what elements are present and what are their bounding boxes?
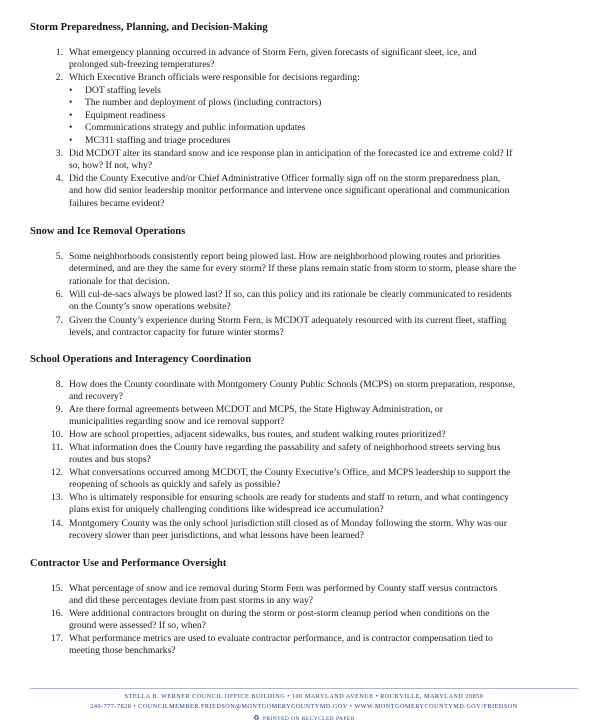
- list-item: • The number and deployment of plows (including contractors): [69, 97, 322, 109]
- section-heading-contractor-use: Contractor Use and Performance Oversight: [30, 558, 227, 569]
- question-number: 16.: [51, 608, 63, 619]
- question-number: 11.: [51, 442, 63, 453]
- bullet-icon: •: [69, 122, 73, 134]
- list-item: • DOT staffing levels: [69, 85, 161, 96]
- question-text: What emergency planning occurred in advance of Storm Fern, given forecasts of significant sleet, ice, and prolonged sub-freezing temperatures?: [69, 47, 477, 71]
- question-number: 15.: [51, 583, 63, 594]
- question-number: 9.: [55, 404, 63, 415]
- question-text: What performance metrics are used to evaluate contractor performance, and is contractor compensation tied to meeting those benchmarks?: [69, 633, 493, 657]
- footer-address: STELLA B. WERNER COUNCIL OFFICE BUILDING • 100 MARYLAND AVENUE • ROCKVILLE, MARYLAND 20850: [124, 693, 484, 700]
- section-heading-school-operations: School Operations and Interagency Coordination: [30, 354, 252, 365]
- recycle-icon: ♻: [253, 714, 260, 722]
- question-number: 10.: [51, 429, 63, 440]
- question-text: How are school properties, adjacent sidewalks, bus routes, and student walking routes prioritized?: [69, 429, 446, 440]
- list-item: • Equipment readiness: [69, 109, 166, 121]
- decision-areas-list: [69, 85, 321, 147]
- question-number: 4.: [55, 173, 63, 184]
- footer-recycled-text: PRINTED ON RECYCLED PAPER: [262, 716, 355, 722]
- question-number: 17.: [51, 633, 63, 644]
- question-number: 14.: [51, 518, 63, 529]
- question-number: 8.: [55, 379, 63, 390]
- bullet-icon: •: [69, 109, 73, 121]
- question-text: Given the County’s experience during Storm Fern, is MCDOT adequately resourced with its current fleet, staffing levels, and contractor capacity for future winter storms?: [69, 315, 507, 339]
- question-number: 13.: [51, 492, 63, 503]
- question-number: 6.: [55, 289, 63, 300]
- question-text: Did MCDOT alter its standard snow and ice response plan in anticipation of the forecasted ice and extreme cold? If so, how? If not, why?: [69, 148, 513, 172]
- footer-recycled-note: [0, 714, 608, 722]
- list-item: • MC311 staffing and triage procedures: [69, 134, 231, 146]
- question-text: How does the County coordinate with Montgomery County Public Schools (MCPS) on storm preparation, response, and recovery?: [69, 379, 516, 403]
- bullet-icon: •: [69, 134, 73, 146]
- question-number: 5.: [55, 251, 63, 262]
- question-text: Montgomery County was the only school jurisdiction still closed as of Monday following the storm. Why was our recovery slower than peer jurisdictions, and what lessons have been learned?: [69, 518, 507, 542]
- question-text: What percentage of snow and ice removal during Storm Fern was performed by County staff versus contractors and did these percentages deviate from past storms in any way?: [69, 583, 498, 607]
- bullet-icon: •: [69, 97, 73, 109]
- question-number: 1.: [55, 47, 63, 58]
- question-text: Did the County Executive and/or Chief Administrative Officer formally sign off on the storm preparedness plan, and how did senior leadership monitor performance and intervene once significant operational and communication failures became evident?: [69, 173, 510, 209]
- question-number: 12.: [51, 467, 63, 478]
- question-text: Will cul-de-sacs always be plowed last? If so, can this policy and its rationale be clearly communicated to residents on the County’s snow operations website?: [69, 289, 512, 313]
- list-item: • Communications strategy and public information updates: [69, 122, 306, 134]
- question-text: Some neighborhoods consistently report being plowed last. How are neighborhood plowing routes and priorities determined, and are they the same for every storm? If these plans remain static from storm to storm, please share the rationale for that decision.: [69, 251, 517, 287]
- section-heading-storm-preparedness: Storm Preparedness, Planning, and Decision-Making: [30, 22, 268, 33]
- question-text: Who is ultimately responsible for ensuring schools are ready for students and staff to return, and what contingency plans exist for uniquely challenging conditions like widespread ice accumulation?: [69, 492, 509, 516]
- question-text: Which Executive Branch officials were responsible for decisions regarding:: [69, 72, 360, 83]
- footer-divider: [30, 688, 578, 689]
- question-number: 3.: [55, 148, 63, 159]
- question-text: Were additional contractors brought on during the storm or post-storm cleanup period when conditions on the ground were assessed? If so, when?: [69, 608, 490, 632]
- section-heading-snow-ice-removal: Snow and Ice Removal Operations: [30, 226, 186, 237]
- bullet-icon: •: [69, 85, 73, 96]
- question-text: Are there formal agreements between MCDOT and MCPS, the State Highway Administration, or municipalities regarding snow and ice removal support?: [69, 404, 443, 428]
- question-text: What information does the County have regarding the passability and safety of neighborhood streets serving bus routes and bus stops?: [69, 442, 501, 466]
- footer-contact: 240-777-7828 • COUNCILMEMBER.FRIEDSON@MONTGOMERYCOUNTYMD.GOV • WWW.MONTGOMERYCOUNTYMD.GOV/FRIEDSON: [90, 703, 518, 710]
- question-number: 7.: [55, 315, 63, 326]
- question-number: 2.: [55, 72, 63, 83]
- question-text: What conversations occurred among MCDOT, the County Executive’s Office, and MCPS leadership to support the reopening of schools as quickly and safely as possible?: [69, 467, 511, 491]
